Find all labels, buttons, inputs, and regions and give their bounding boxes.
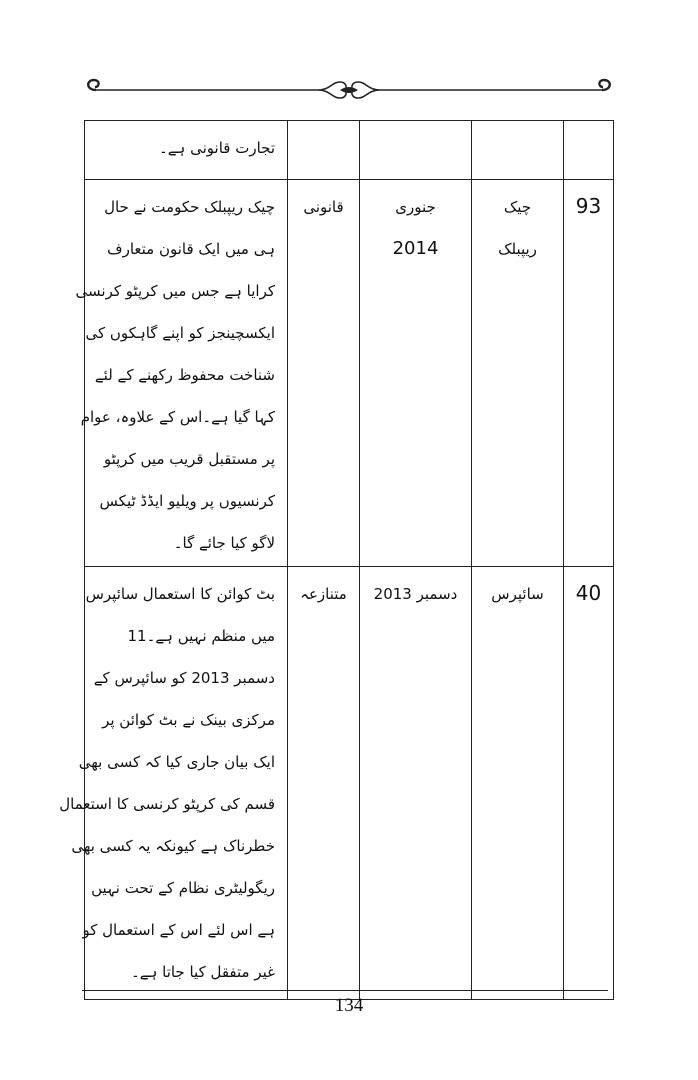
description-cell [59, 567, 288, 1000]
country-line: چیک [503, 198, 532, 216]
description-line: کرنسیوں پر ویلیو ایڈڈ ٹیکس [99, 492, 275, 510]
country-cell [472, 121, 564, 180]
status-cell [288, 121, 360, 180]
description-line: ایک بیان جاری کیا کہ کسی بھی [78, 753, 275, 771]
status-text: متنازعہ [300, 585, 347, 603]
ornament-divider-icon [82, 70, 616, 106]
description-line: ہی میں ایک قانون متعارف [107, 240, 275, 258]
country-cell [472, 567, 564, 1000]
description-line: دسمبر 2013 کو سائپرس کے [93, 669, 275, 687]
date-cell [360, 567, 472, 1000]
date-cell [360, 121, 472, 180]
description-line: میں منظم نہیں ہے۔11 [127, 627, 275, 645]
country-line: سائپرس [491, 585, 544, 603]
status-text: قانونی [303, 198, 344, 216]
table-row [85, 180, 614, 567]
description-cell [75, 180, 288, 567]
row-number: 40 [564, 567, 614, 1000]
footer-rule [82, 990, 608, 991]
description-line: شناخت محفوظ رکھنے کے لئے [94, 366, 275, 384]
date-month: جنوری [395, 198, 436, 216]
description-line: غیر متفقل کیا جاتا ہے۔ [130, 963, 275, 981]
page-number: 134 [334, 995, 364, 1016]
description-line: پر مستقبل قریب میں کرپٹو [103, 450, 275, 468]
date-year: 2014 [392, 238, 439, 259]
description-line: ہے اس لئے اس کے استعمال کو [82, 921, 275, 939]
table-row [85, 567, 614, 1000]
status-cell [288, 180, 360, 567]
data-table [59, 120, 614, 1000]
description-line: خطرناک ہے کیونکہ یہ کسی بھی [71, 837, 275, 855]
description-cell [85, 121, 288, 180]
description-line: مرکزی بینک نے بٹ کوائن پر [102, 711, 275, 729]
description-line: کہا گیا ہے۔اس کے علاوہ، عوام [80, 408, 275, 426]
description-line: بٹ کوائن کا استعمال سائپرس [85, 585, 275, 603]
country-line: ریپبلک [498, 240, 537, 258]
description-line: لاگو کیا جائے گا۔ [173, 534, 275, 552]
date-cell [360, 180, 472, 567]
table-row [85, 121, 614, 180]
description-line: تجارت قانونی ہے۔ [158, 139, 275, 157]
row-number [564, 121, 614, 180]
row-number: 93 [564, 180, 614, 567]
country-cell [472, 180, 564, 567]
description-line: کرایا ہے جس میں کرپٹو کرنسی [75, 282, 275, 300]
date-text: دسمبر 2013 [373, 585, 458, 603]
description-line: ریگولیٹری نظام کے تحت نہیں [91, 879, 275, 897]
description-line: قسم کی کرپٹو کرنسی کا استعمال [59, 795, 275, 813]
description-line: چیک ریپبلک حکومت نے حال [104, 198, 275, 216]
status-cell [288, 567, 360, 1000]
description-line: ایکسچینجز کو اپنے گاہکوں کی [85, 324, 275, 342]
